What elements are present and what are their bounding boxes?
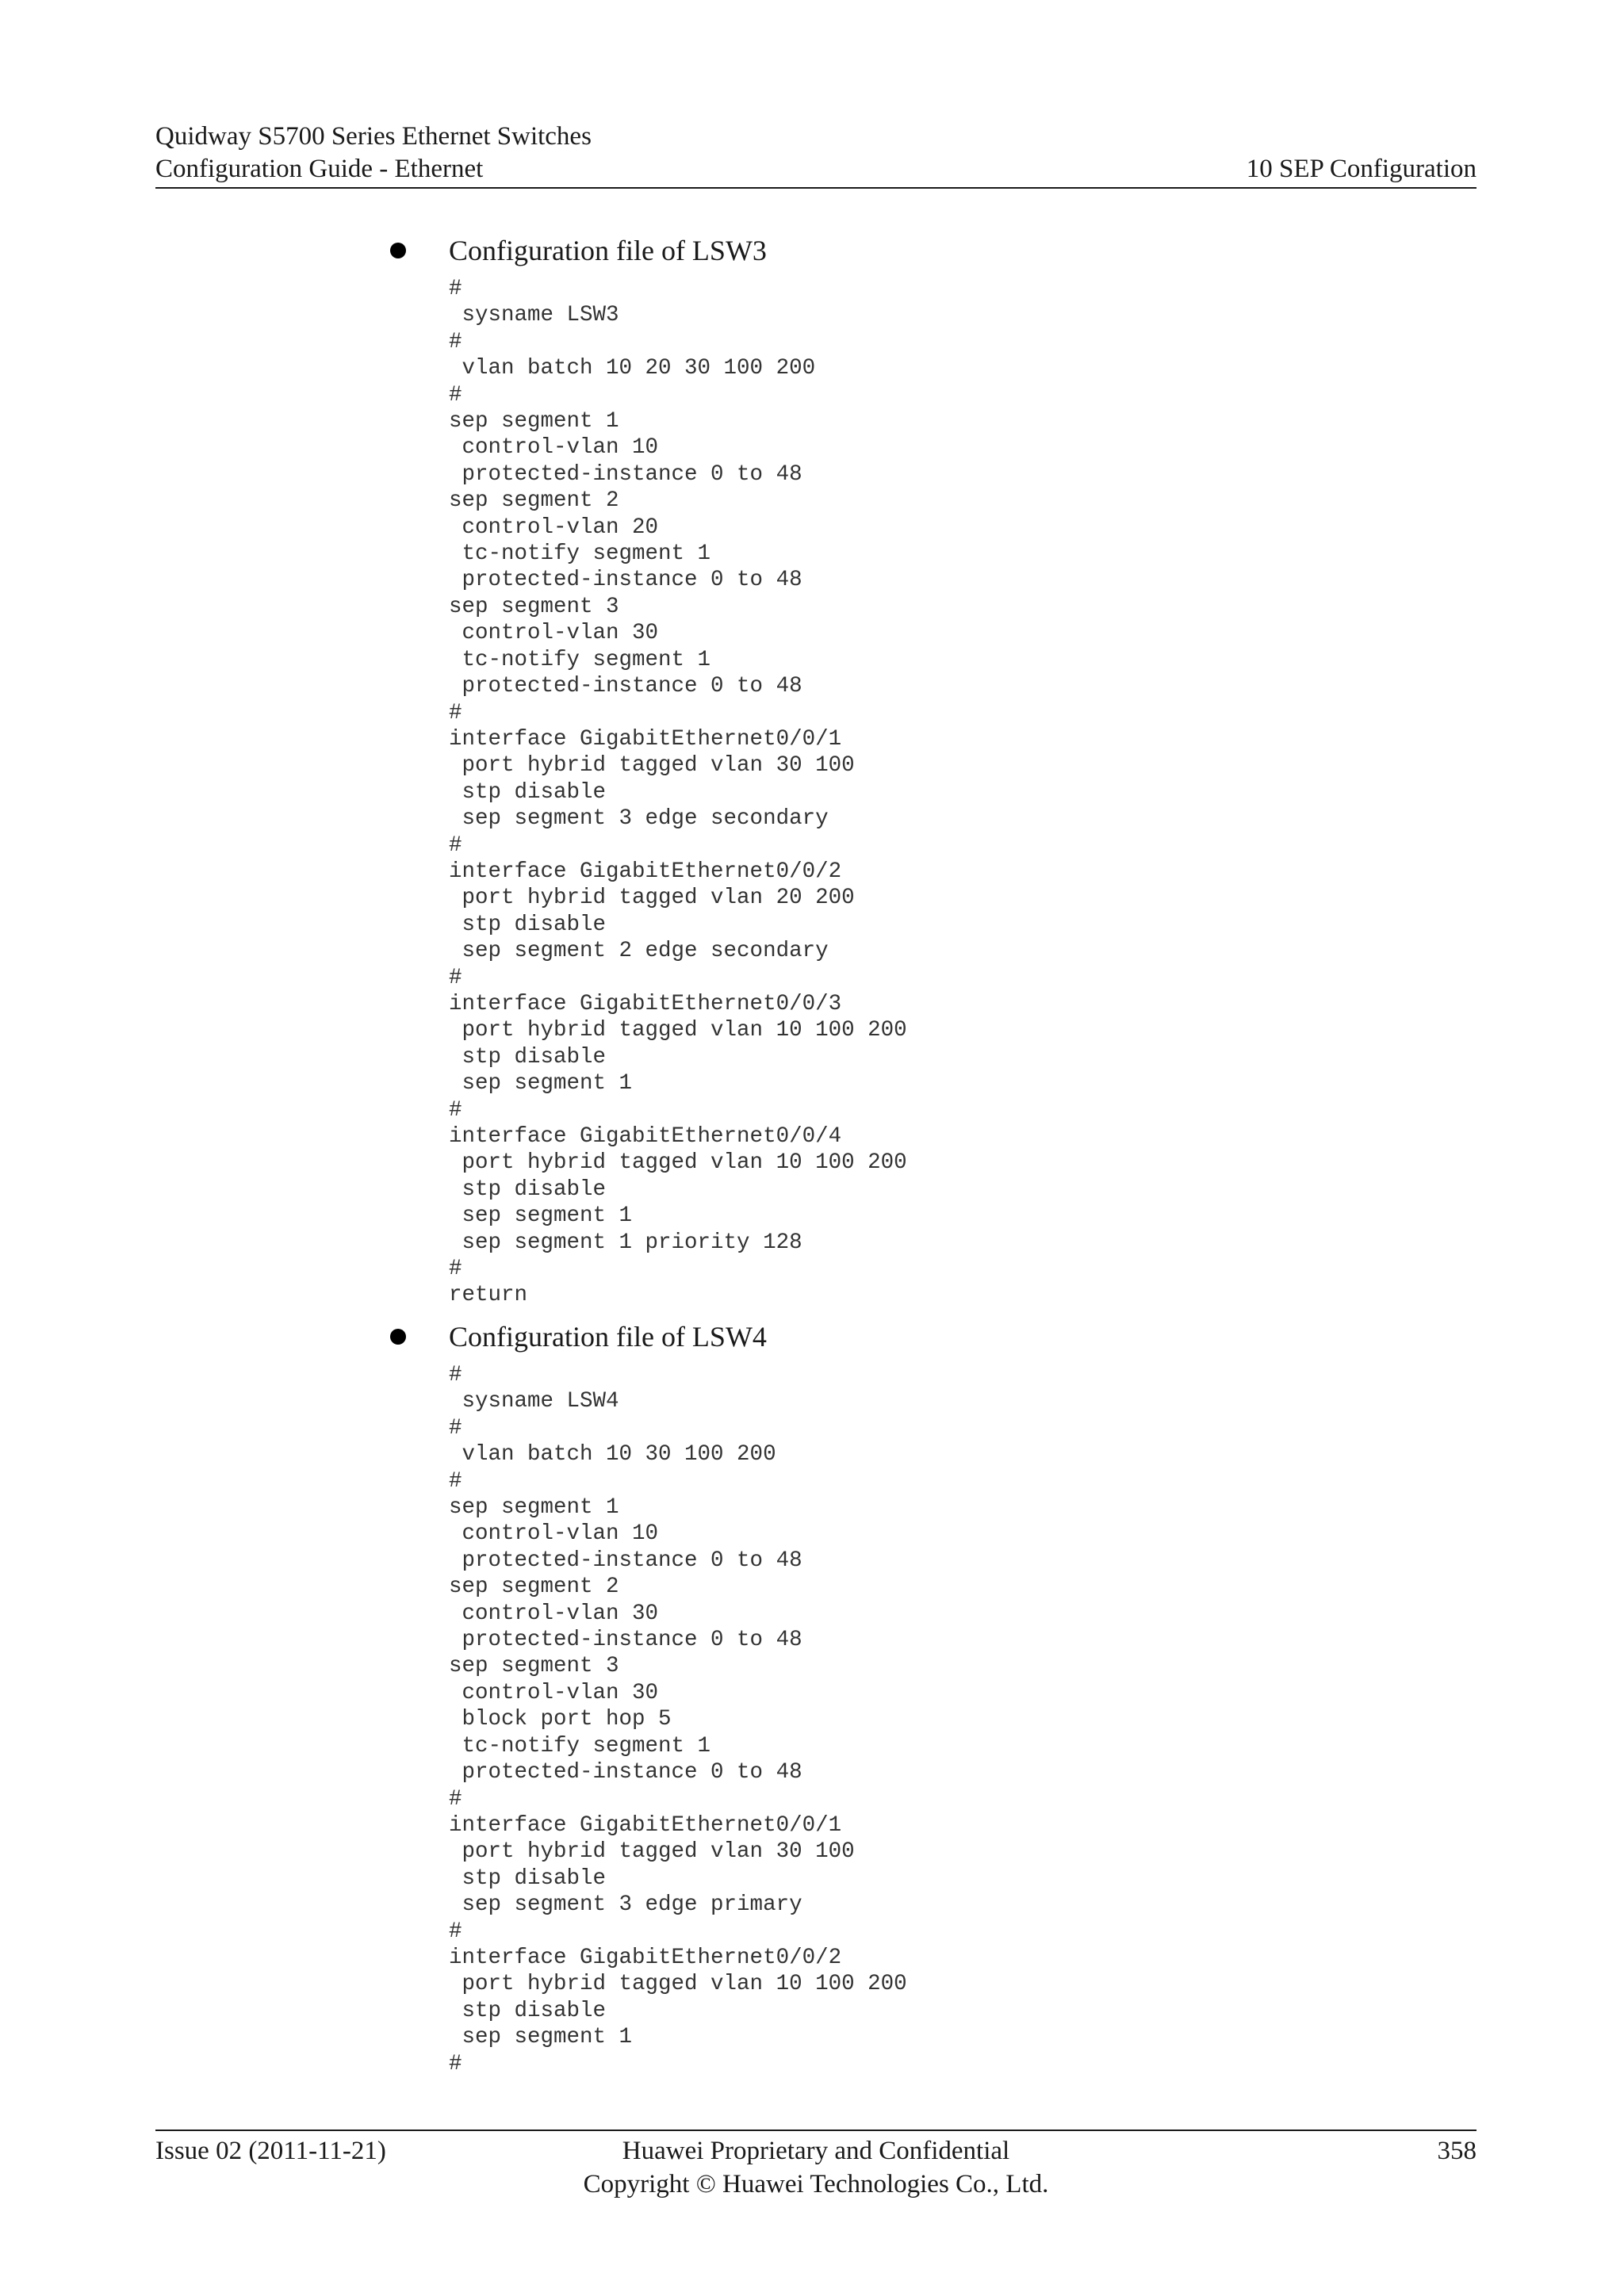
issue-info: Issue 02 (2011-11-21) xyxy=(155,2137,386,2165)
proprietary-notice: Huawei Proprietary and Confidential xyxy=(622,2137,1010,2165)
page-number: 358 xyxy=(1437,2137,1477,2165)
config-section-lsw3 xyxy=(0,230,1624,1309)
code-block: # sysname LSW4 # vlan batch 10 30 100 200 # sep segment 1 control-vlan 10 protected-instance 0 to 48 sep segment 2 control-vlan 30 protected-instance 0 to 48 sep segment 3 control-vlan 30 block port hop 5 tc-notify segment 1 protected-instance 0 to 48 # interface GigabitEthernet0/0/1 port hybrid tagged vlan 30 100 stp disable sep segment 3 edge primary # interface GigabitEthernet0/0/2 port hybrid tagged vlan 10 100 200 stp disable sep segment 1 # xyxy=(449,1363,907,2076)
bullet-item xyxy=(0,1316,1624,1357)
chapter-title: 10 SEP Configuration xyxy=(1246,155,1477,183)
bullet-item xyxy=(0,230,1624,271)
config-section-lsw4 xyxy=(0,1316,1624,2077)
page-header xyxy=(155,119,1477,189)
section-title: Configuration file of LSW3 xyxy=(449,235,767,266)
bullet-icon xyxy=(390,243,406,258)
header-left xyxy=(155,121,592,186)
product-name: Quidway S5700 Series Ethernet Switches xyxy=(155,122,592,151)
section-title: Configuration file of LSW4 xyxy=(449,1321,767,1353)
copyright-notice: Copyright © Huawei Technologies Co., Ltd. xyxy=(583,2170,1049,2198)
guide-name: Configuration Guide - Ethernet xyxy=(155,155,484,183)
page-footer xyxy=(155,2130,1477,2210)
footer-center xyxy=(155,2134,1477,2201)
code-block: # sysname LSW3 # vlan batch 10 20 30 100 200 # sep segment 1 control-vlan 10 protected-instance 0 to 48 sep segment 2 control-vlan 20 tc-notify segment 1 protected-instance 0 to 48 sep segment 3 control-vlan 30 tc-notify segment 1 protected-instance 0 to 48 # interface GigabitEthernet0/0/1 port hybrid tagged vlan 30 100 stp disable sep segment 3 edge secondary # interface GigabitEthernet0/0/2 port hybrid tagged vlan 20 200 stp disable sep segment 2 edge secondary # interface GigabitEthernet0/0/3 port hybrid tagged vlan 10 100 200 stp disable sep segment 1 # interface GigabitEthernet0/0/4 port hybrid tagged vlan 10 100 200 stp disable sep segment 1 sep segment 1 priority 128 # return xyxy=(449,277,907,1308)
bullet-icon xyxy=(390,1329,406,1345)
